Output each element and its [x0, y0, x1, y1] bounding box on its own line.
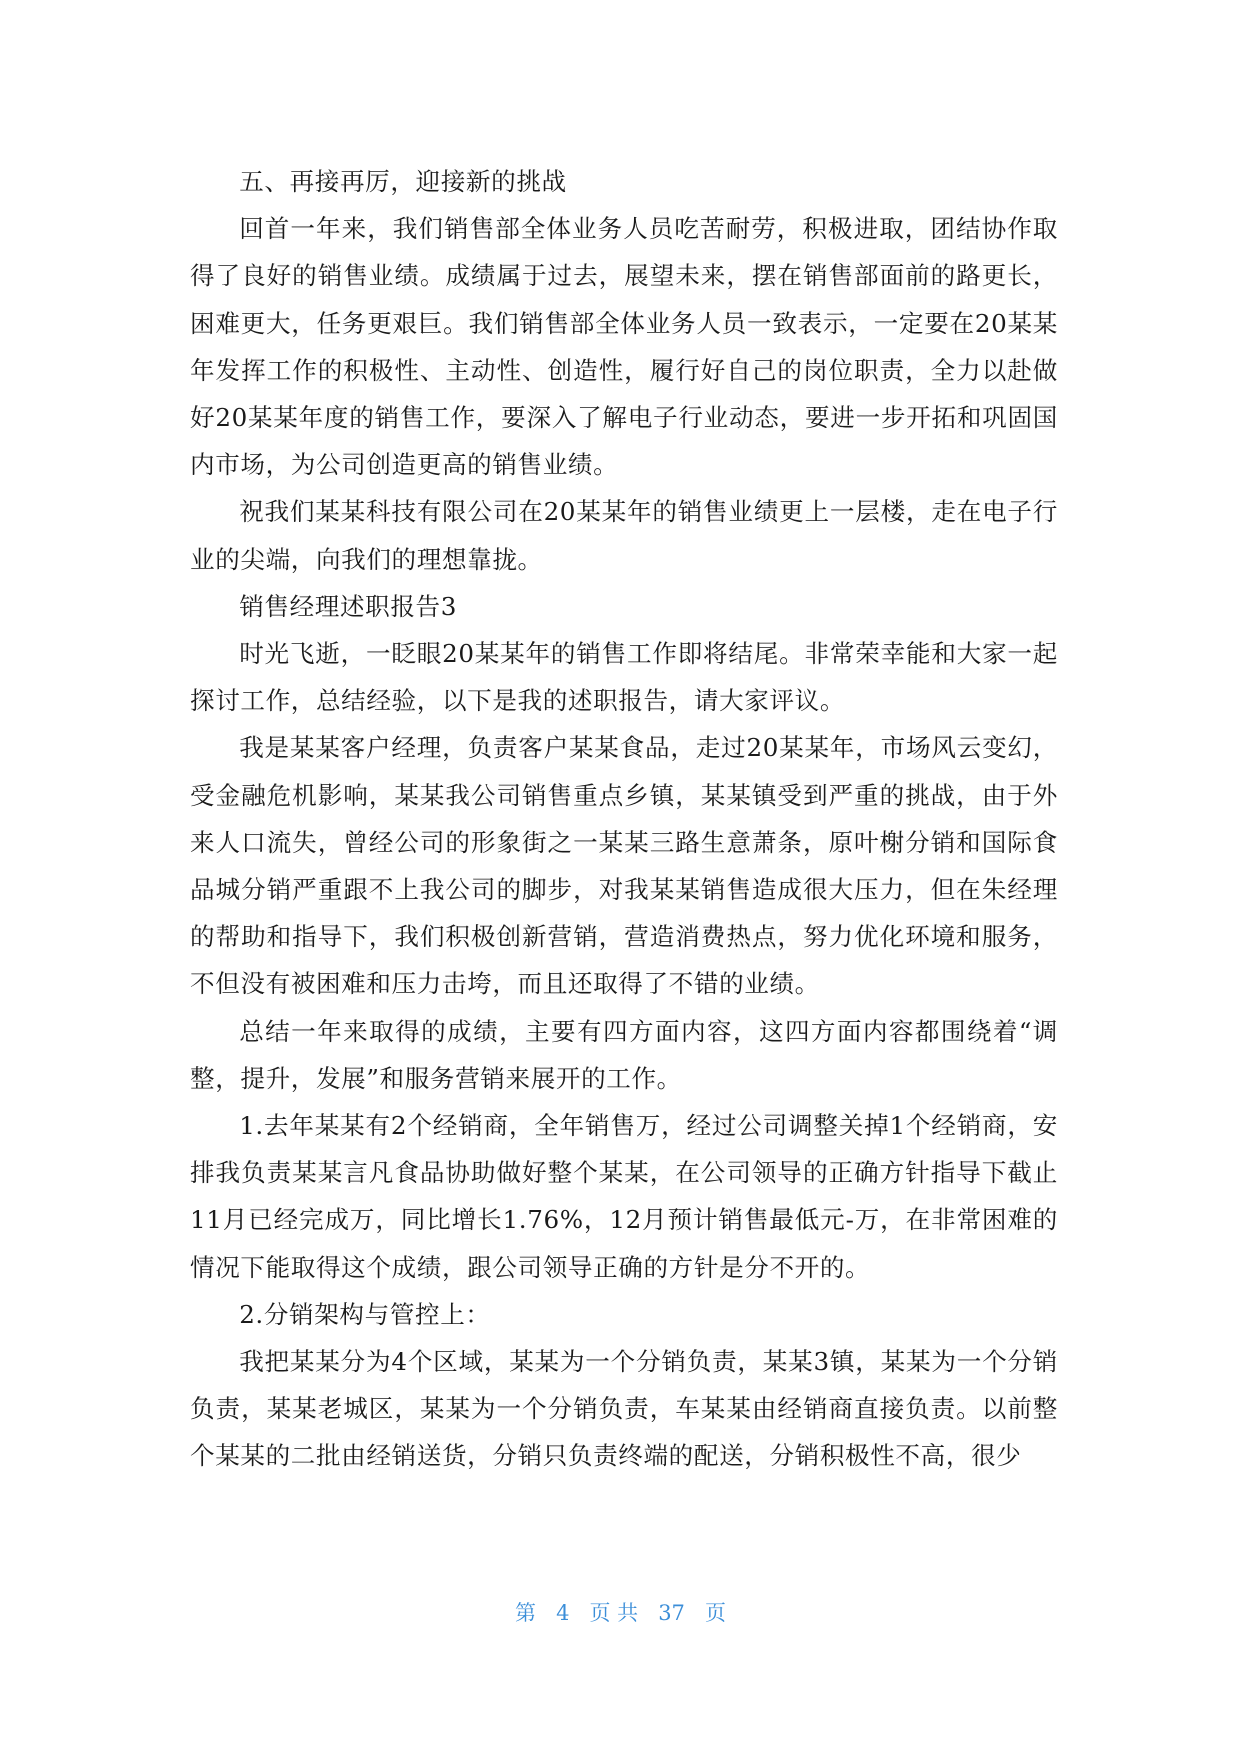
- footer-middle: 页 共: [589, 1601, 639, 1625]
- body-paragraph: 1.去年某某有2个经销商，全年销售万，经过公司调整关掉1个经销商，安排我负责某某言凡食品协助做好整个某某，在公司领导的正确方针指导下截止11月已经完成万，同比增长1.76%，12月预计销售最低元-万，在非常困难的情况下能取得这个成绩，跟公司领导正确的方针是分不开的。: [190, 1111, 1058, 1282]
- section-heading: 五、再接再厉，迎接新的挑战: [239, 167, 567, 196]
- report-title: 销售经理述职报告3: [239, 591, 457, 621]
- body-paragraph: 我把某某分为4个区域，某某为一个分销负责，某某3镇，某某为一个分销负责，某某老城区，某某为一个分销负责，车某某由经销商直接负责。以前整个某某的二批由经销送货，分销只负责终端的配送，分销积极性不高，很少: [190, 1347, 1058, 1471]
- body-paragraph: 我是某某客户经理，负责客户某某食品，走过20某某年，市场风云变幻，受金融危机影响，某某我公司销售重点乡镇，某某镇受到严重的挑战，由于外来人口流失，曾经公司的形象街之一某某三路生意萧条，原叶榭分销和国际食品城分销严重跟不上我公司的脚步，对我某某销售造成很大压力，但在朱经理的帮助和指导下，我们积极创新营销，营造消费热点，努力优化环境和服务，不但没有被困难和压力击垮，而且还取得了不错的业绩。: [190, 733, 1058, 999]
- page-footer: [0, 1598, 1241, 1628]
- current-page-number: 4: [556, 1601, 570, 1625]
- body-paragraph: 总结一年来取得的成绩，主要有四方面内容，这四方面内容都围绕着“调整，提升，发展”和服务营销来展开的工作。: [190, 1016, 1058, 1093]
- body-paragraph: 回首一年来，我们销售部全体业务人员吃苦耐劳，积极进取，团结协作取得了良好的销售业绩。成绩属于过去，展望未来，摆在销售部面前的路更长，困难更大，任务更艰巨。我们销售部全体业务人员一致表示，一定要在20某某年发挥工作的积极性、主动性、创造性，履行好自己的岗位职责，全力以赴做好20某某年度的销售工作，要深入了解电子行业动态，要进一步开拓和巩固国内市场，为公司创造更高的销售业绩。: [190, 214, 1058, 480]
- list-heading: 2.分销架构与管控上：: [239, 1299, 491, 1329]
- total-page-count: 37: [658, 1601, 685, 1625]
- footer-prefix: 第: [515, 1601, 537, 1625]
- body-paragraph: 时光飞逝，一眨眼20某某年的销售工作即将结尾。非常荣幸能和大家一起探讨工作，总结经验，以下是我的述职报告，请大家评议。: [190, 639, 1058, 716]
- footer-suffix: 页: [704, 1601, 726, 1625]
- body-paragraph: 祝我们某某科技有限公司在20某某年的销售业绩更上一层楼，走在电子行业的尖端，向我们的理想靠拢。: [190, 497, 1058, 574]
- document-body: [190, 158, 1058, 1480]
